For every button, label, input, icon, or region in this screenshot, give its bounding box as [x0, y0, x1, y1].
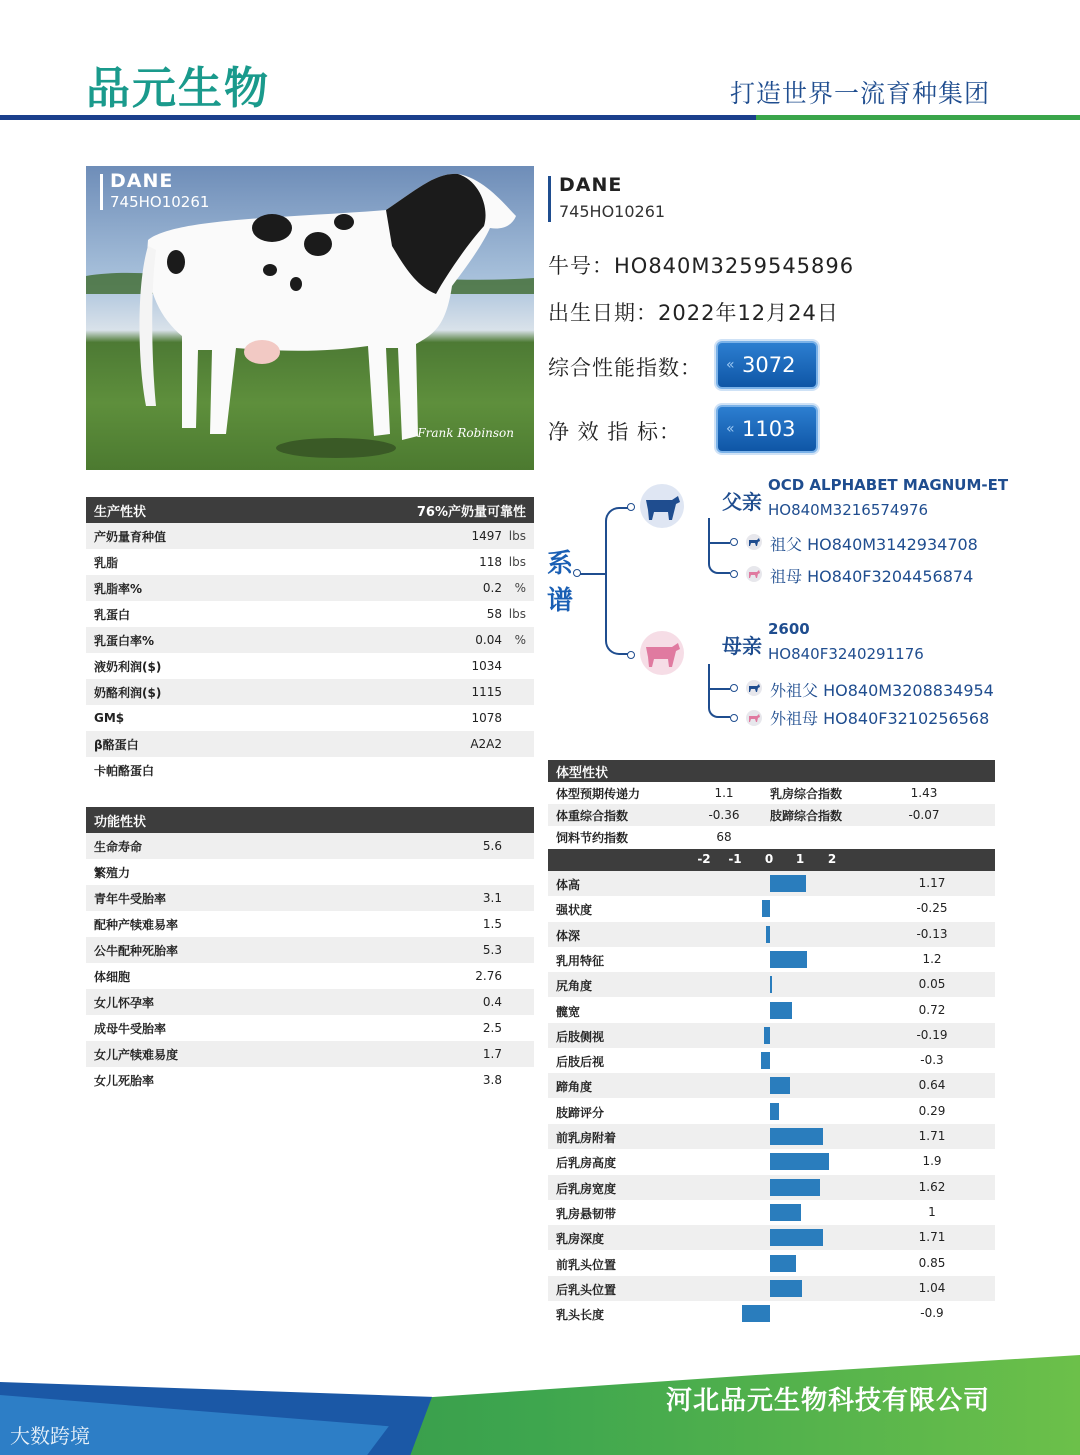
bar-label: 乳用特征: [556, 953, 605, 968]
net-merit-value: 1103: [742, 417, 796, 441]
type-traits-header: [548, 760, 995, 782]
bar-row: [548, 947, 995, 972]
trait-label: 繁殖力: [94, 865, 131, 880]
bar-label: 体高: [556, 878, 581, 892]
cow-icon: [746, 566, 762, 582]
bar-value-label: 1.17: [918, 876, 946, 890]
bar-value-label: 1.04: [918, 1280, 946, 1295]
bar-row: [548, 1301, 995, 1326]
trait-label: GM$: [94, 711, 125, 725]
trait-unit: lbs: [508, 529, 526, 543]
trait-label: 青年牛受胎率: [94, 891, 167, 906]
dam-branch: [708, 688, 730, 690]
dam-id: HO840F3240291176: [768, 645, 924, 663]
double-chevron-left-icon: «: [726, 421, 735, 437]
photo-bull-name: DANE: [110, 170, 174, 192]
bar-mark: [742, 1305, 770, 1322]
table-row: [86, 627, 534, 653]
trait-label: 公牛配种死胎率: [94, 943, 179, 958]
summary-value: -0.07: [908, 808, 940, 822]
trait-value: 0.2: [482, 581, 502, 595]
index-badge: [716, 341, 818, 389]
cow-icon: [746, 710, 762, 726]
scale-tick: -1: [728, 852, 742, 866]
summary-label: 体重综合指数: [556, 808, 629, 823]
bar-row: [548, 1023, 995, 1048]
maternal-grandsire: 外祖父 HO840M3208834954: [770, 681, 994, 700]
bar-value-label: 0.64: [918, 1078, 946, 1093]
bar-row: [548, 1276, 995, 1301]
trait-label: 产奶量育种值: [94, 529, 167, 544]
bar-label: 肢蹄评分: [556, 1105, 605, 1120]
bar-label: 前乳头位置: [556, 1257, 617, 1272]
summary-label: 乳房综合指数: [770, 786, 843, 801]
bar-value-label: 1.62: [918, 1179, 946, 1194]
pedigree-node: [730, 714, 738, 722]
production-header: [86, 497, 534, 523]
bar-mark: [770, 1103, 779, 1120]
bar-label: 前乳房附着: [556, 1131, 617, 1145]
bar-value-label: -0.9: [920, 1306, 944, 1321]
pedigree-node: [730, 684, 738, 692]
maternal-granddam: 外祖母 HO840F3210256568: [770, 709, 990, 728]
table-row: [86, 549, 534, 575]
scale-tick: 0: [764, 852, 774, 866]
bar-value-label: 1.71: [918, 1129, 946, 1143]
bar-label: 尻角度: [556, 979, 593, 994]
bar-label: 后肢侧视: [556, 1029, 605, 1044]
bar-value-label: -0.13: [916, 926, 948, 941]
bull-name: DANE: [559, 174, 623, 196]
table-row: [86, 601, 534, 627]
bar-row: [548, 998, 995, 1023]
bar-mark: [764, 1027, 770, 1044]
scale-tick: -2: [697, 852, 711, 866]
bar-row: [548, 1225, 995, 1250]
bar-value-label: 0.05: [918, 977, 946, 992]
trait-label: 体细胞: [94, 969, 131, 984]
bar-label: 蹄角度: [556, 1080, 593, 1095]
trait-value: 2.76: [475, 969, 502, 983]
cow-icon: [746, 680, 762, 696]
trait-value: 1.5: [482, 917, 502, 931]
table-row: [86, 937, 534, 963]
pedigree-node: [730, 570, 738, 578]
pedigree-node: [627, 503, 635, 511]
production-title: 生产性状: [94, 504, 147, 520]
table-row: [86, 885, 534, 911]
bar-label: 后乳头位置: [556, 1282, 617, 1297]
type-traits-title: 体型性状: [556, 765, 609, 781]
bar-row: [548, 972, 995, 997]
bar-mark: [770, 1255, 796, 1272]
double-chevron-left-icon: «: [726, 357, 735, 373]
pedigree-node: [573, 569, 581, 577]
sire-icon-circle: [640, 484, 684, 528]
trait-value: 3.8: [482, 1073, 502, 1087]
trait-value: 1115: [471, 685, 502, 699]
bar-row: [548, 1073, 995, 1098]
pedigree-stem: [580, 573, 606, 575]
bar-value-label: 1.71: [918, 1230, 946, 1245]
trait-value: 1.7: [482, 1047, 502, 1061]
bar-mark: [770, 1128, 823, 1145]
sire-name: OCD ALPHABET MAGNUM-ET: [768, 476, 1009, 494]
bar-label: 乳头长度: [556, 1308, 605, 1323]
bar-value-label: 1.2: [922, 951, 942, 966]
trait-value: 1497: [471, 529, 502, 543]
bar-label: 体深: [556, 928, 581, 943]
bull-photo: [86, 166, 534, 470]
bar-label: 后肢后视: [556, 1055, 605, 1070]
trait-label: 乳蛋白率%: [94, 633, 155, 648]
trait-unit: %: [514, 633, 526, 647]
trait-label: 成母牛受胎率: [94, 1021, 167, 1036]
sire-branch: [708, 518, 730, 574]
header-divider: [0, 115, 1080, 120]
pedigree-bracket: [605, 507, 631, 655]
net-merit-label: 净 效 指 标：: [548, 420, 682, 444]
table-row: [86, 523, 534, 549]
trait-unit: lbs: [508, 555, 526, 569]
production-reliability: 76%产奶量可靠性: [416, 504, 526, 520]
watermark: 大数跨境: [10, 1424, 90, 1448]
summary-label: 饲料节约指数: [556, 830, 629, 845]
dam-name: 2600: [768, 620, 810, 638]
dam-label: 母亲: [722, 634, 762, 658]
trait-value: 2.5: [482, 1021, 502, 1035]
trait-value: 3.1: [482, 891, 502, 905]
bar-row: [548, 1175, 995, 1200]
summary-label: 体型预期传递力: [556, 786, 641, 801]
bar-label: 髋宽: [556, 1004, 581, 1019]
bar-row: [548, 1149, 995, 1174]
trait-label: 女儿死胎率: [94, 1073, 155, 1088]
trait-label: 生命寿命: [94, 839, 143, 854]
bar-mark: [762, 900, 770, 917]
trait-value: 58: [486, 607, 502, 621]
sire-id: HO840M3216574976: [768, 501, 929, 519]
bar-value-label: 0.29: [918, 1103, 946, 1118]
bar-mark: [770, 1179, 820, 1196]
bar-label: 强状度: [556, 903, 593, 918]
pedigree-title-2: 谱: [547, 586, 574, 616]
summary-value: -0.36: [708, 808, 740, 822]
dam-icon-circle: [640, 631, 684, 675]
bar-mark: [770, 1153, 829, 1170]
table-row: [86, 1067, 534, 1093]
trait-unit: lbs: [508, 607, 526, 621]
trait-value: 5.6: [482, 839, 502, 853]
table-row: [86, 963, 534, 989]
table-row: [86, 989, 534, 1015]
bar-row: [548, 1251, 995, 1276]
functional-traits-table: [86, 807, 534, 1093]
bar-value-label: 1.9: [922, 1154, 942, 1169]
summary-label: 肢蹄综合指数: [770, 808, 843, 823]
summary-value: 1.1: [714, 786, 734, 800]
bar-row: [548, 1099, 995, 1124]
bar-mark: [770, 875, 806, 892]
trait-value: 0.4: [482, 995, 502, 1009]
bar-mark: [770, 1204, 801, 1221]
bar-value-label: -0.25: [916, 901, 948, 916]
cow-icon: [746, 534, 762, 550]
table-row: [86, 1015, 534, 1041]
scale-tick: 2: [827, 852, 837, 866]
summary-value: 1.43: [910, 786, 938, 800]
trait-label: 乳脂: [94, 555, 119, 570]
paternal-grandsire: 祖父 HO840M3142934708: [770, 535, 978, 554]
trait-label: 奶酪利润($): [94, 685, 162, 700]
slogan: 打造世界一流育种集团: [729, 79, 990, 108]
trait-value: 118: [479, 555, 502, 569]
production-traits-table: [86, 497, 534, 783]
bar-mark: [766, 926, 770, 943]
bull-code: 745HO10261: [559, 202, 666, 221]
functional-header: [86, 807, 534, 833]
bar-mark: [770, 1002, 792, 1019]
table-row: [86, 731, 534, 757]
functional-title: 功能性状: [94, 814, 147, 830]
bar-row: [548, 1124, 995, 1149]
trait-value: A2A2: [470, 737, 502, 751]
table-row: [86, 757, 534, 783]
sire-branch: [708, 542, 730, 544]
bar-row: [548, 896, 995, 921]
bar-label: 后乳房高度: [556, 1156, 617, 1171]
table-row: [86, 911, 534, 937]
company-name: 河北品元生物科技有限公司: [665, 1386, 990, 1416]
summary-row: [548, 782, 995, 804]
trait-label: 卡帕酪蛋白: [94, 763, 155, 778]
trait-value: 0.04: [475, 633, 502, 647]
table-row: [86, 705, 534, 731]
bar-label: 乳房悬韧带: [556, 1206, 617, 1221]
net-merit-badge: [716, 405, 818, 453]
trait-value: 1034: [471, 659, 502, 673]
trait-label: 配种产犊难易率: [94, 917, 179, 932]
trait-unit: %: [514, 581, 526, 595]
bar-row: [548, 1200, 995, 1225]
index-label: 综合性能指数：: [548, 356, 702, 380]
table-row: [86, 859, 534, 885]
registration-number: 牛号：HO840M3259545896: [548, 254, 855, 278]
pedigree-title-1: 系: [547, 549, 574, 579]
table-row: [86, 833, 534, 859]
trait-label: 乳脂率%: [94, 581, 143, 596]
trait-label: 女儿怀孕率: [94, 995, 155, 1010]
bar-value-label: 1: [928, 1204, 936, 1219]
trait-value: 1078: [471, 711, 502, 725]
summary-value: 68: [716, 830, 732, 844]
cow-illustration: [86, 166, 534, 470]
trait-label: 女儿产犊难易度: [94, 1047, 179, 1062]
bar-value-label: -0.3: [920, 1053, 944, 1068]
scale-tick: 1: [795, 852, 805, 866]
cow-icon: [640, 631, 684, 675]
bar-label: 后乳房宽度: [556, 1181, 617, 1196]
bar-row: [548, 922, 995, 947]
table-row: [86, 679, 534, 705]
trait-label: 液奶利润($): [94, 659, 162, 674]
index-value: 3072: [742, 353, 796, 377]
brand-logo-text: 品元生物: [86, 63, 270, 114]
summary-row: [548, 804, 995, 826]
bar-mark: [770, 1280, 802, 1297]
bar-row: [548, 871, 995, 896]
bar-label: 乳房深度: [556, 1232, 605, 1247]
bar-mark: [761, 1052, 770, 1069]
bar-scale-axis: [548, 849, 995, 871]
trait-label: β酪蛋白: [94, 737, 139, 752]
trait-label: 乳蛋白: [94, 607, 131, 622]
sire-label: 父亲: [722, 490, 762, 514]
cow-icon: [640, 484, 684, 528]
info-accent-bar: [548, 176, 551, 222]
bar-mark: [770, 976, 772, 993]
bar-value-label: 0.85: [918, 1255, 946, 1270]
birth-date: 出生日期：2022年12月24日: [548, 301, 839, 325]
photo-credit: Frank Robinson: [417, 426, 514, 440]
bar-value-label: -0.19: [916, 1027, 948, 1042]
bar-row: [548, 1048, 995, 1073]
photo-bull-code: 745HO10261: [110, 193, 210, 211]
type-traits-summary: [548, 760, 995, 848]
paternal-granddam: 祖母 HO840F3204456874: [770, 567, 974, 586]
table-row: [86, 1041, 534, 1067]
photo-title-bar: [100, 174, 103, 210]
pedigree-node: [730, 538, 738, 546]
dam-branch: [708, 664, 730, 718]
table-row: [86, 575, 534, 601]
summary-row: [548, 826, 995, 848]
bar-mark: [770, 1077, 790, 1094]
bar-mark: [770, 1229, 823, 1246]
table-row: [86, 653, 534, 679]
bar-value-label: 0.72: [918, 1002, 946, 1017]
pedigree-node: [627, 651, 635, 659]
bar-mark: [770, 951, 807, 968]
trait-value: 5.3: [482, 943, 502, 957]
